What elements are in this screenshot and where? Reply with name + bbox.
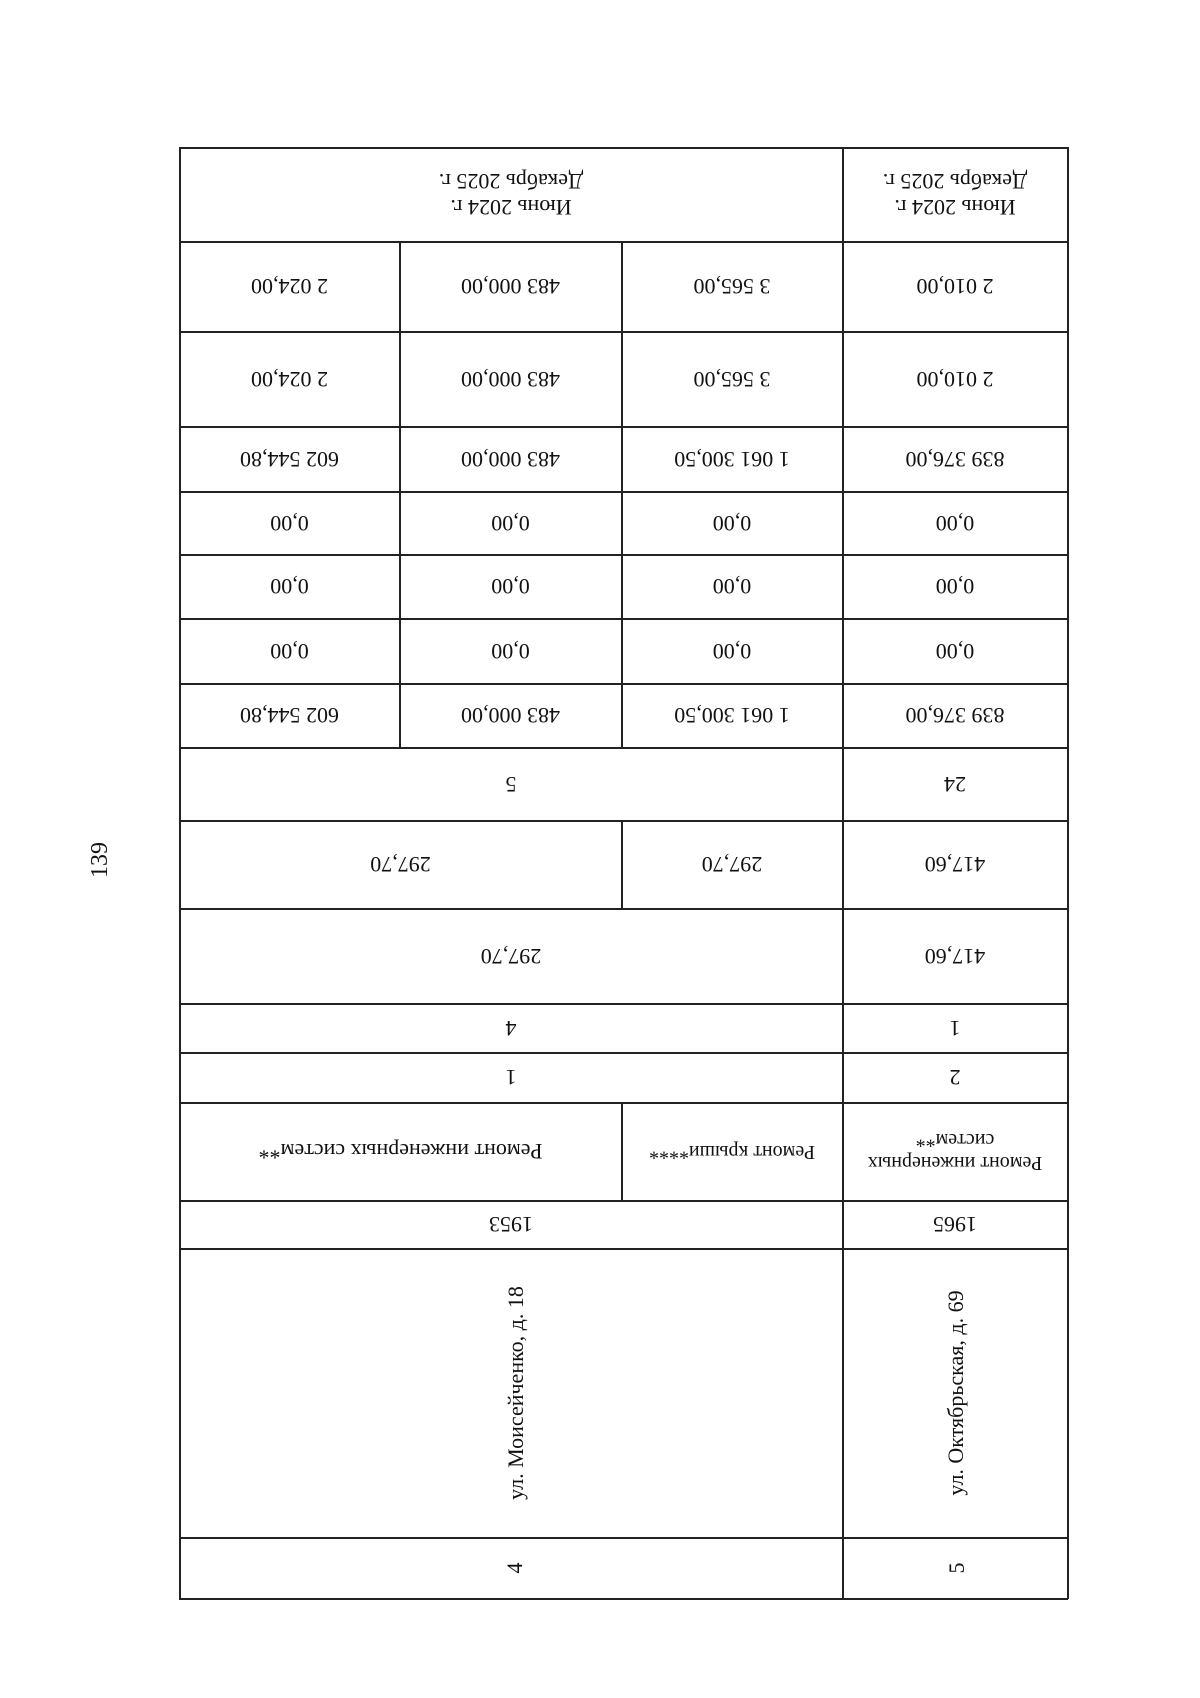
work-type-cell: Ремонт крыши****	[648, 1141, 816, 1163]
table-cell: 2 010,00	[916, 274, 994, 300]
table-cell: 0,00	[935, 638, 975, 664]
table-cell: 0,00	[491, 638, 530, 664]
table-cell: 0,00	[491, 574, 530, 600]
table-cell: 4	[505, 1015, 517, 1041]
table-cell: 483 000,00	[461, 703, 560, 729]
table-cell: 3 565,00	[693, 274, 771, 300]
period-header-right: Июнь 2024 г. Декабрь 2025 г.	[882, 169, 1028, 220]
table-cell: 24	[944, 771, 966, 797]
table-cell: 297,70	[480, 943, 542, 969]
table-cell: 2 010,00	[916, 366, 994, 392]
table-cell: 0,00	[491, 510, 530, 536]
table-cell: 0,00	[712, 510, 752, 536]
year-cell: 1965	[933, 1212, 977, 1238]
table-cell: 0,00	[935, 510, 975, 536]
table-cell: 0,00	[935, 574, 975, 600]
table-cell: 2 024,00	[251, 274, 328, 300]
period-header-left: Июнь 2024 г. Декабрь 2025 г.	[438, 169, 584, 220]
table-cell: 2 024,00	[251, 366, 328, 392]
address-cell: ул. Октябрьская, д. 69	[943, 1290, 969, 1496]
table-cell: 1	[505, 1065, 517, 1091]
work-type-cell: Ремонт инженерных систем**	[258, 1139, 543, 1165]
table-cell: 2	[949, 1065, 961, 1091]
work-type-cell: Ремонт инженерных систем**	[867, 1129, 1043, 1175]
table-cell: 1 061 300,50	[674, 703, 790, 729]
table-cell: 297,70	[701, 852, 763, 878]
table-cell: 483 000,00	[461, 446, 560, 472]
address-cell: ул. Моисейченко, д. 18	[503, 1286, 529, 1500]
page-number: 139	[87, 842, 113, 878]
row-number: 4	[502, 1562, 528, 1574]
table-cell: 417,60	[924, 852, 986, 878]
table-cell: 602 544,80	[240, 446, 339, 472]
row-number: 5	[944, 1562, 970, 1574]
table-cell: 839 376,00	[905, 703, 1005, 729]
table-cell: 417,60	[924, 943, 986, 969]
table-cell: 839 376,00	[905, 446, 1005, 472]
year-cell: 1953	[489, 1212, 533, 1238]
table-cell: 0,00	[270, 574, 309, 600]
table-cell: 1 061 300,50	[674, 446, 790, 472]
table-cell: 5	[505, 771, 517, 797]
table-cell: 0,00	[712, 638, 752, 664]
table-cell: 483 000,00	[461, 274, 560, 300]
table-cell: 1	[949, 1015, 961, 1041]
table-cell: 0,00	[712, 574, 752, 600]
table-cell: 297,70	[370, 852, 431, 878]
table-cell: 0,00	[270, 638, 309, 664]
table-cell: 3 565,00	[693, 366, 771, 392]
table-cell: 602 544,80	[240, 703, 339, 729]
table-cell: 0,00	[270, 510, 309, 536]
table-cell: 483 000,00	[461, 366, 560, 392]
